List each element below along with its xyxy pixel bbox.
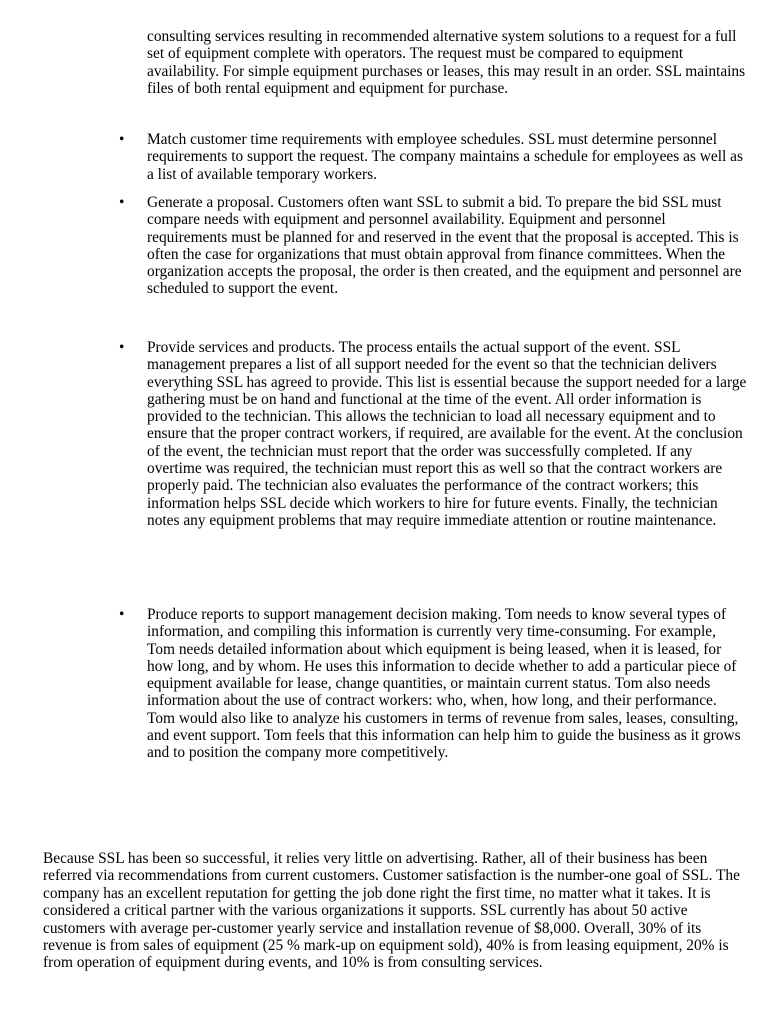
bullet-icon: • bbox=[119, 606, 125, 623]
bullet-text: Provide services and products. The process entails the actual support of the event. SSL management prepares a list of all support needed for the event so that the technician delivers everything SSL has agreed to provide. This list is essential because the support needed for a large gathering must be on hand and functional at the time of the event. All order information is provided to the technician. This allows the technician to load all necessary equipment and to ensure that the proper contract workers, if required, are available for the event. At the conclusion of the event, the technician must report that the order was successfully completed. If any overtime was required, the technician must report this as well so that the contract workers are properly paid. The technician also evaluates the performance of the contract workers; this information helps SSL decide which workers to hire for future events. Finally, the technician notes any equipment problems that may require immediate attention or routine maintenance. bbox=[147, 339, 747, 529]
closing-paragraph: Because SSL has been so successful, it relies very little on advertising. Rather, all of their business has been referred via recommendations from current customers. Customer satisfaction is the number-one goal of SSL. The company has an excellent reputation for getting the job done right the first time, no matter what it takes. It is considered a critical partner with the various organizations it supports. SSL currently has about 50 active customers with average per-customer yearly service and installation revenue of $8,000. Overall, 30% of its revenue is from sales of equipment (25 % mark-up on equipment sold), 40% is from leasing equipment, 20% is from operation of equipment during events, and 10% is from consulting services. bbox=[43, 850, 740, 972]
continuation-paragraph: consulting services resulting in recommended alternative system solutions to a request for a full set of equipment complete with operators. The request must be compared to equipment availability. For simple equipment purchases or leases, this may result in an order. SSL maintains files of both rental equipment and equipment for purchase. bbox=[147, 28, 746, 97]
bullet-icon: • bbox=[119, 194, 125, 211]
bullet-icon: • bbox=[119, 131, 125, 148]
bullet-text: Generate a proposal. Customers often want SSL to submit a bid. To prepare the bid SSL must compare needs with equipment and personnel availability. Equipment and personnel requirements must be planned for and reserved in the event that the proposal is accepted. This is often the case for organizations that must obtain approval from finance committees. When the organization accepts the proposal, the order is then created, and the equipment and personnel are scheduled to support the event. bbox=[147, 194, 742, 298]
bullet-text: Produce reports to support management decision making. Tom needs to know several types of information, and compiling this information is currently very time-consuming. For example, Tom needs detailed information about which equipment is being leased, when it is leased, for how long, and by whom. He uses this information to decide whether to add a particular piece of equipment available for lease, change quantities, or maintain current status. Tom also needs information about the use of contract workers: who, when, how long, and their performance. Tom would also like to analyze his customers in terms of revenue from sales, leases, consulting, and event support. Tom feels that this information can help him to guide the business as it grows and to position the company more competitively. bbox=[147, 606, 741, 762]
bullet-text: Match customer time requirements with employee schedules. SSL must determine personnel requirements to support the request. The company maintains a schedule for employees as well as a list of available temporary workers. bbox=[147, 131, 743, 183]
bullet-icon: • bbox=[119, 339, 125, 356]
